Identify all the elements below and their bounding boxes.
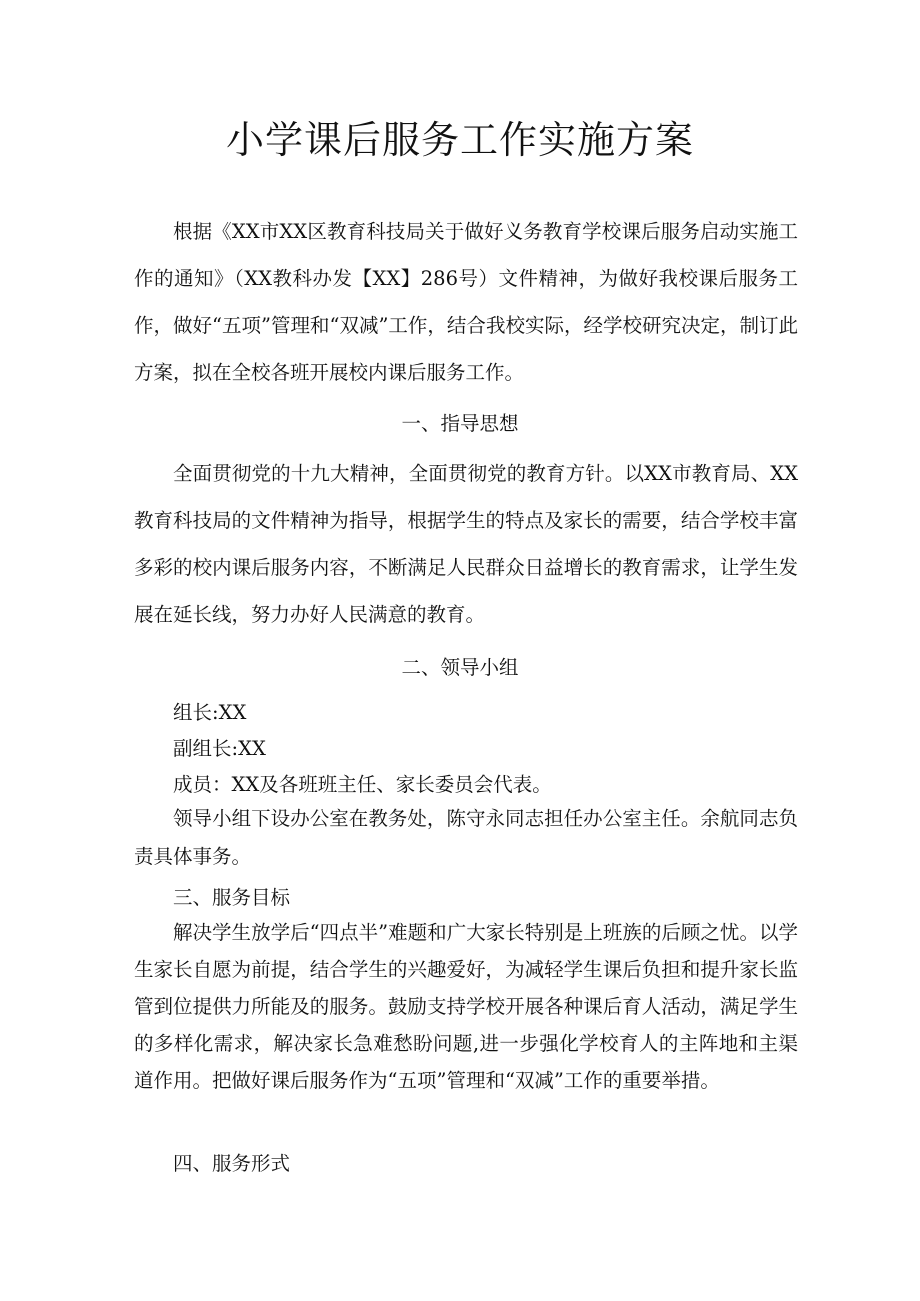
section-heading-leadership-group: 二、领导小组 bbox=[401, 656, 519, 679]
section-heading-guiding-ideology: 一、指导思想 bbox=[401, 412, 519, 435]
document-title: 小学课后服务工作实施方案 bbox=[225, 118, 694, 162]
section-heading-service-form: 四、服务形式 bbox=[173, 1152, 291, 1175]
deputy-leader-line: 副组长:XX bbox=[173, 737, 266, 760]
leader-line: 组长:XX bbox=[173, 701, 247, 724]
office-paragraph: 领导小组下设办公室在教务处，陈守永同志担任办公室主任。余航同志负责具体事务。 bbox=[134, 807, 798, 868]
guiding-ideology-paragraph: 全面贯彻党的十九大精神，全面贯彻党的教育方针。以XX市教育局、XX教育科技局的文件精神为指导，根据学生的特点及家长的需要，结合学校丰富多彩的校内课后服务内容，不断满足人民群众日益增长的教育需求，让学生发展在延长线，努力办好人民满意的教育。 bbox=[134, 462, 798, 626]
section-heading-service-goals: 三、服务目标 bbox=[173, 886, 291, 909]
members-line: 成员：XX及各班班主任、家长委员会代表。 bbox=[173, 773, 552, 796]
intro-paragraph: 根据《XX市XX区教育科技局关于做好义务教育学校课后服务启动实施工作的通知》（XX教科办发【XX】286号）文件精神，为做好我校课后服务工作，做好“五项”管理和“双减”工作，结合我校实际，经学校研究决定，制订此方案，拟在全校各班开展校内课后服务工作。 bbox=[134, 220, 798, 384]
service-goals-paragraph: 解决学生放学后“四点半”难题和广大家长特别是上班族的后顾之忧。以学生家长自愿为前提，结合学生的兴趣爱好，为减轻学生课后负担和提升家长监管到位提供力所能及的服务。鼓励支持学校开展各种课后育人活动，满足学生的多样化需求，解决家长急难愁盼问题,进一步强化学校育人的主阵地和主渠道作用。把做好课后服务作为“五项”管理和“双减”工作的重要举措。 bbox=[134, 921, 798, 1092]
